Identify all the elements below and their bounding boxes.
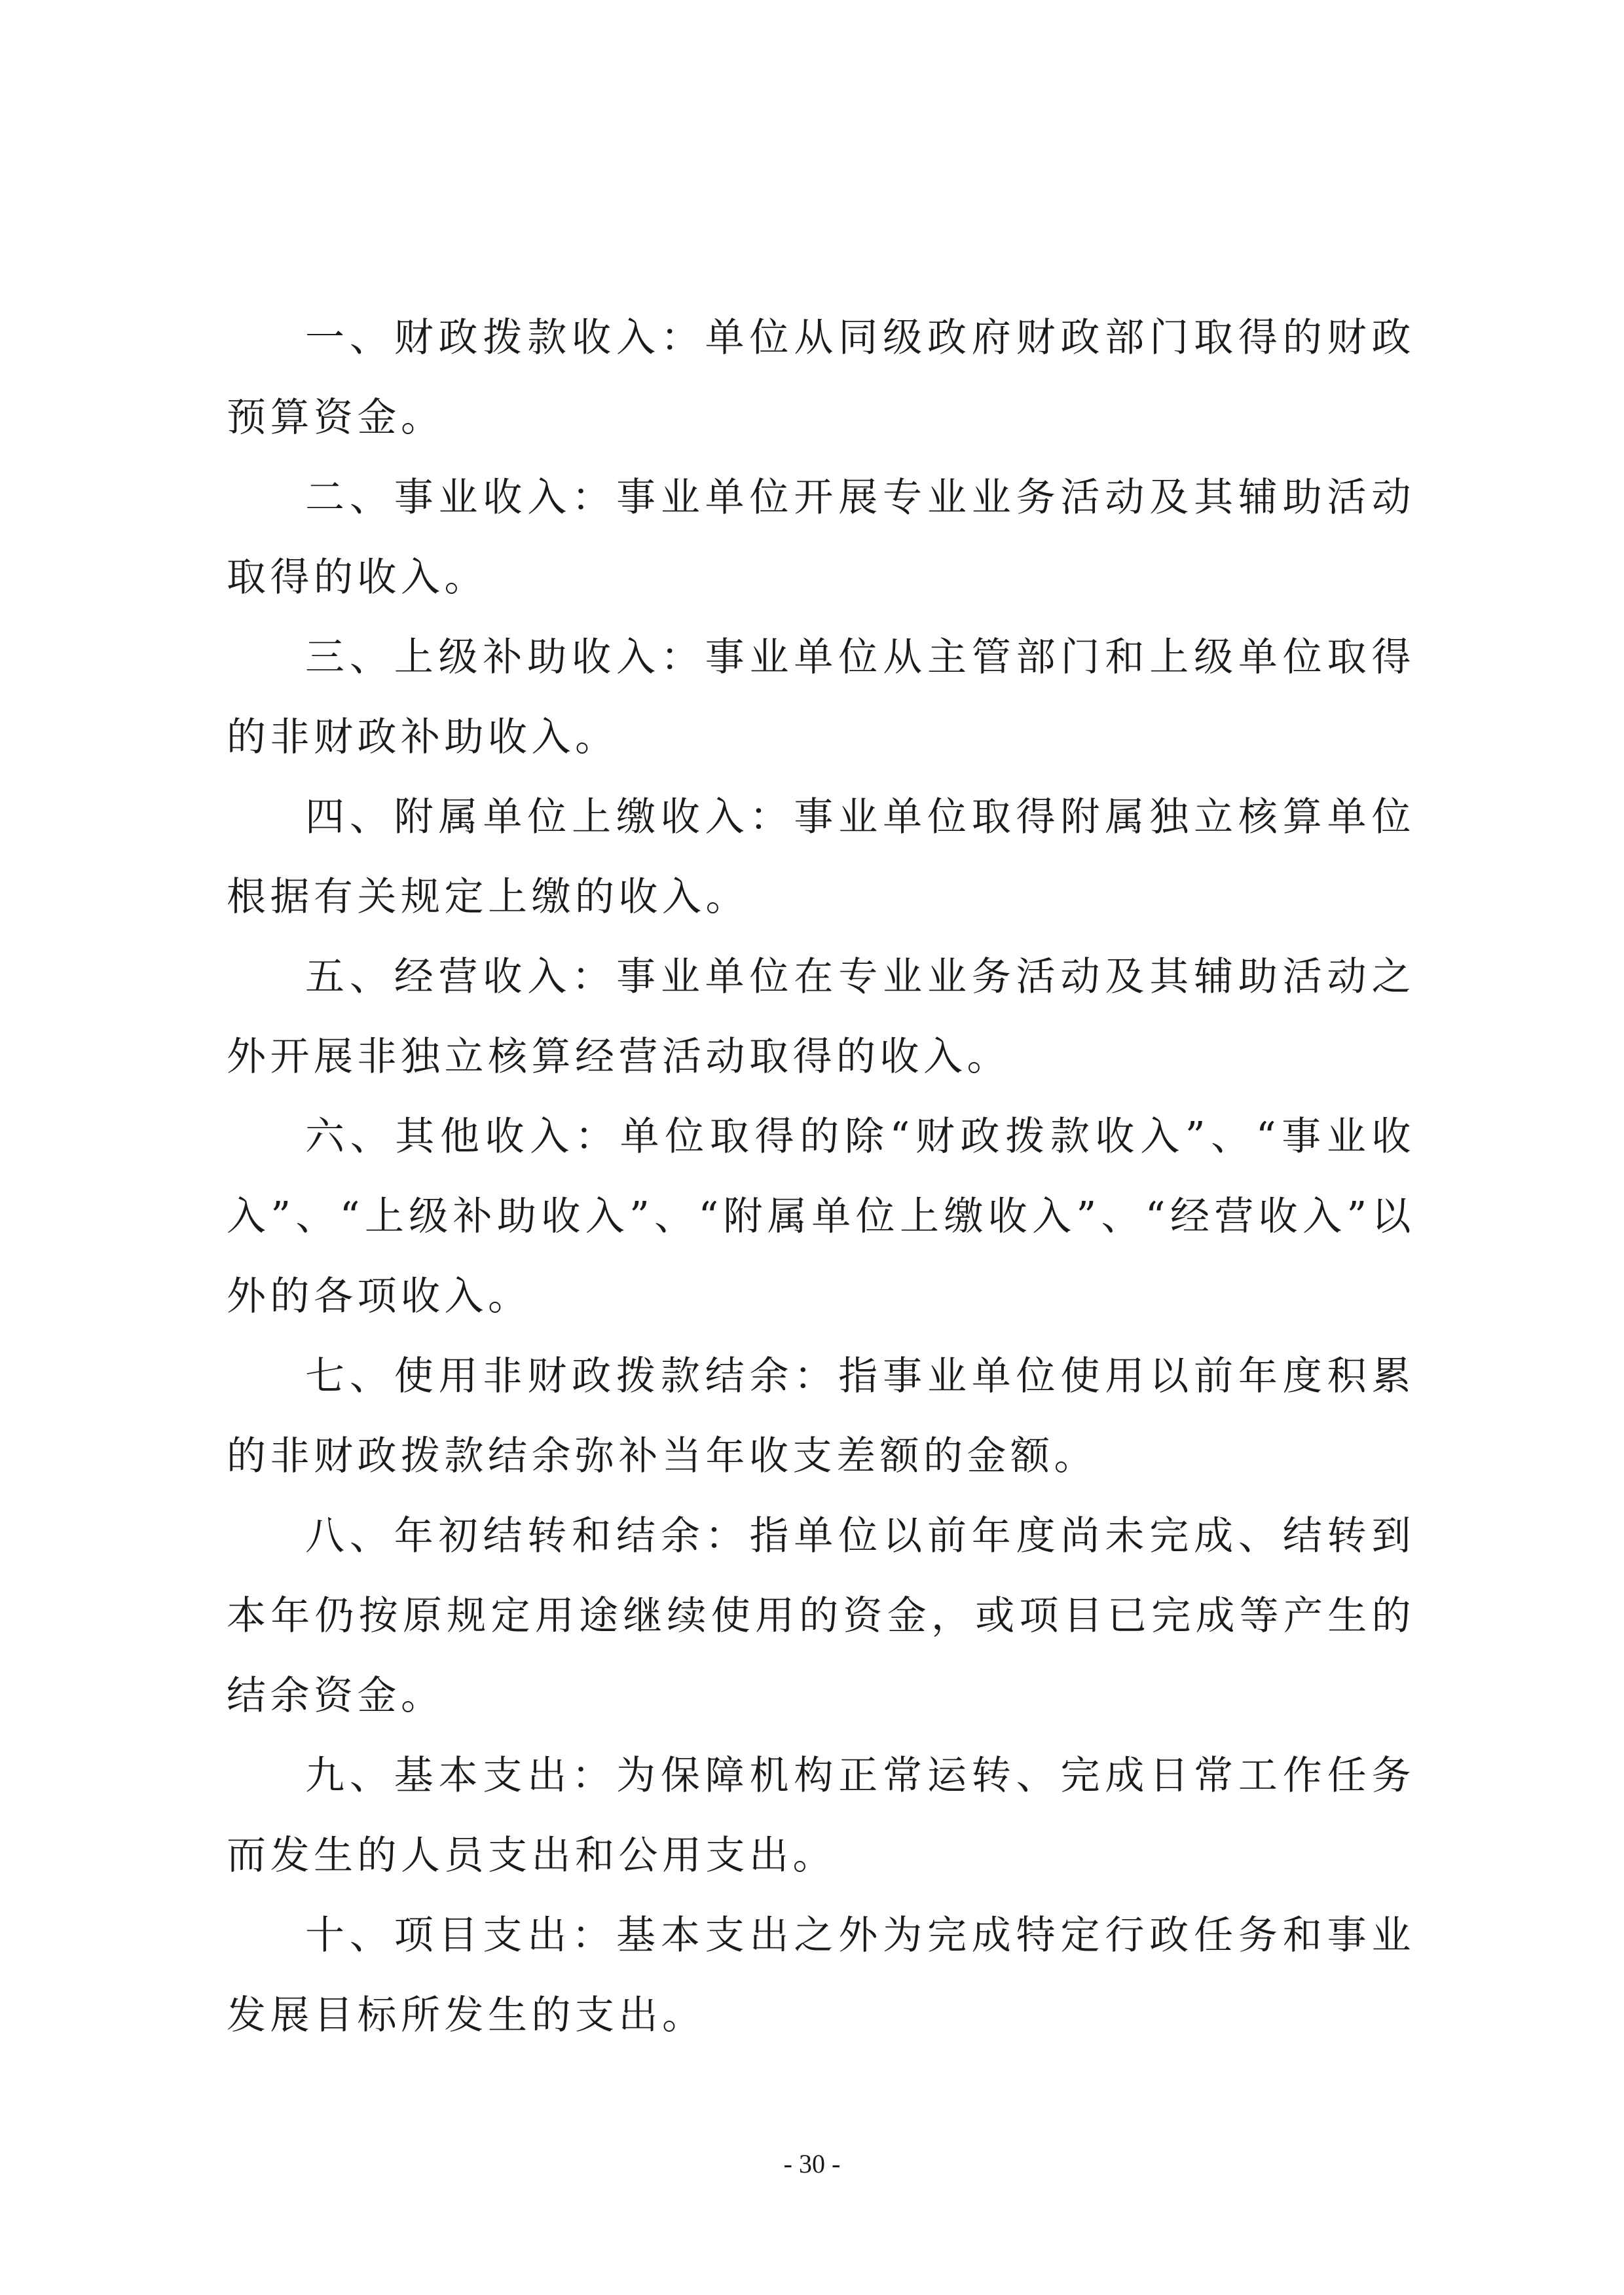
paragraph-item-2: 二、事业收入：事业单位开展专业业务活动及其辅助活动取得的收入。: [227, 475, 1415, 600]
paragraph-item-5: 五、经营收入：事业单位在专业业务活动及其辅助活动之外开展非独立核算经营活动取得的收入。: [227, 954, 1415, 1080]
paragraph-item-3: 三、上级补助收入：事业单位从主管部门和上级单位取得的非财政补助收入。: [227, 634, 1415, 760]
paragraph-item-9: 九、基本支出：为保障机构正常运转、完成日常工作任务而发生的人员支出和公用支出。: [227, 1753, 1415, 1879]
paragraph-item-1: 一、财政拨款收入：单位从同级政府财政部门取得的财政预算资金。: [227, 315, 1415, 441]
paragraph-item-10: 十、项目支出：基本支出之外为完成特定行政任务和事业发展目标所发生的支出。: [227, 1913, 1415, 2038]
document-body: [227, 298, 1415, 2055]
paragraph-item-7: 七、使用非财政拨款结余：指事业单位使用以前年度积累的非财政拨款结余弥补当年收支差额的金额。: [227, 1353, 1415, 1479]
paragraph-item-6: 六、其他收入：单位取得的除“财政拨款收入”、“事业收入”、“上级补助收入”、“附属单位上缴收入”、“经营收入”以外的各项收入。: [227, 1114, 1415, 1319]
paragraph-item-4: 四、附属单位上缴收入：事业单位取得附属独立核算单位根据有关规定上缴的收入。: [227, 794, 1415, 920]
paragraph-item-8: 八、年初结转和结余：指单位以前年度尚未完成、结转到本年仍按原规定用途继续使用的资金，或项目已完成等产生的结余资金。: [227, 1513, 1415, 1719]
page-number: - 30 -: [783, 2149, 841, 2178]
